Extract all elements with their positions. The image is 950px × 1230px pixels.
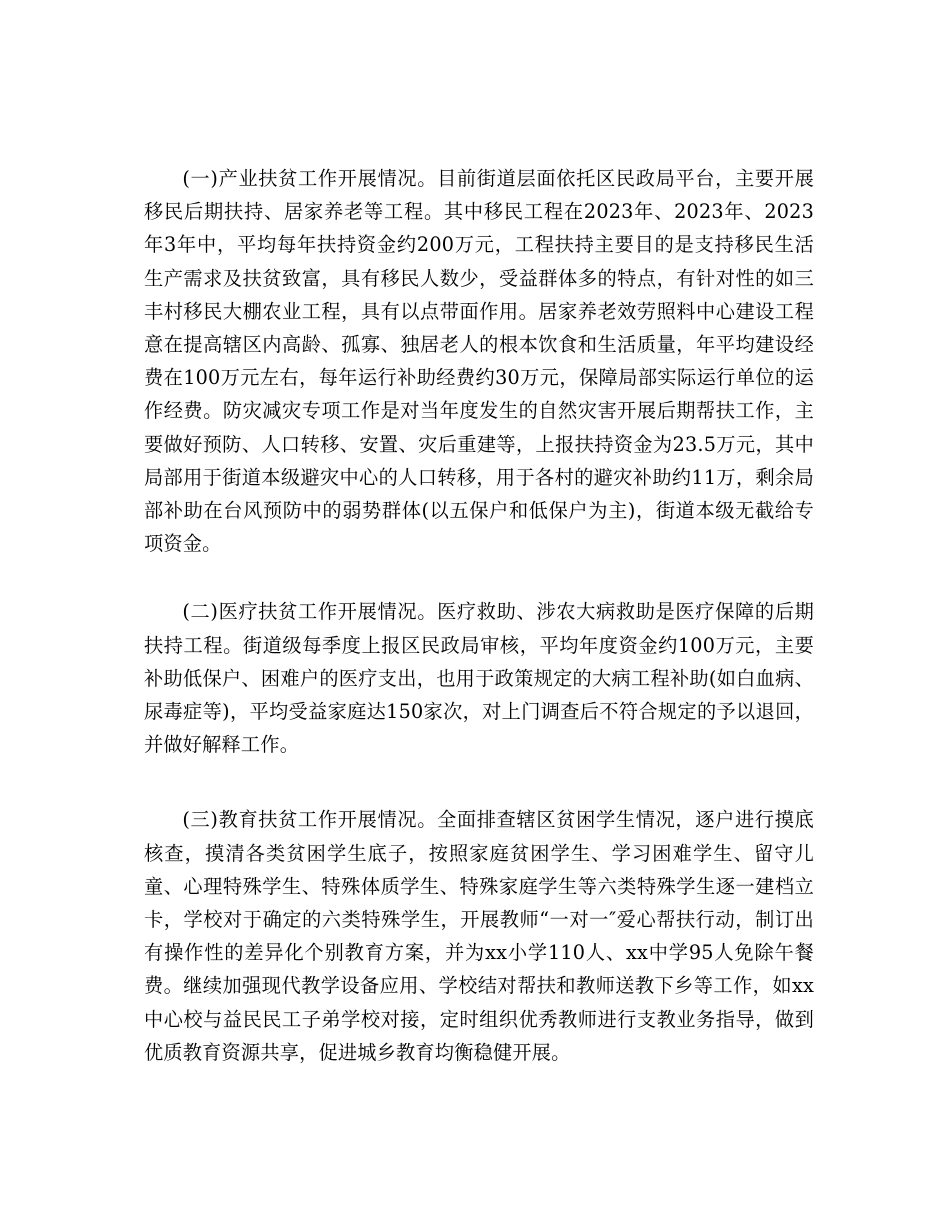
paragraph-medical-poverty-relief: (二)医疗扶贫工作开展情况。医疗救助、涉农大病救助是医疗保障的后期扶持工程。街道级每季度上报区民政局审核，平均年度资金约100万元，主要补助低保户、困难户的医疗支出，也用于政策规定的大病工程补助(如白血病、尿毒症等)，平均受益家庭达150家次，对上门调查后不符合规定的予以退回，并做好解释工作。	[144, 600, 814, 757]
document-body	[144, 162, 814, 1069]
paragraph-industry-poverty-relief: (一)产业扶贫工作开展情况。目前街道层面依托区民政局平台，主要开展移民后期扶持、居家养老等工程。其中移民工程在2023年、2023年、2023年3年中，平均每年扶持资金约200万元，工程扶持主要目的是支持移民生活生产需求及扶贫致富，具有移民人数少，受益群体多的特点，有针对性的如三丰村移民大棚农业工程，具有以点带面作用。居家养老效劳照料中心建设工程意在提高辖区内高龄、孤寡、独居老人的根本饮食和生活质量，年平均建设经费在100万元左右，每年运行补助经费约30万元，保障局部实际运行单位的运作经费。防灾减灾专项工作是对当年度发生的自然灾害开展后期帮扶工作，主要做好预防、人口转移、安置、灾后重建等，上报扶持资金为23.5万元，其中局部用于街道本级避灾中心的人口转移，用于各村的避灾补助约11万，剩余局部补助在台风预防中的弱势群体(以五保户和低保户为主)，街道本级无截给专项资金。	[144, 167, 814, 556]
paragraph-education-poverty-relief: (三)教育扶贫工作开展情况。全面排查辖区贫困学生情况，逐户进行摸底核查，摸清各类贫困学生底子，按照家庭贫困学生、学习困难学生、留守儿童、心理特殊学生、特殊体质学生、特殊家庭学生等六类特殊学生逐一建档立卡，学校对于确定的六类特殊学生，开展教师“一对一″爱心帮扶行动，制订出有操作性的差异化个别教育方案，并为xx小学110人、xx中学95人免除午餐费。继续加强现代教学设备应用、学校结对帮扶和教师送教下乡等工作，如xx中心校与益民民工子弟学校对接，定时组织优秀教师进行支教业务指导，做到优质教育资源共享，促进城乡教育均衡稳健开展。	[144, 808, 814, 1064]
